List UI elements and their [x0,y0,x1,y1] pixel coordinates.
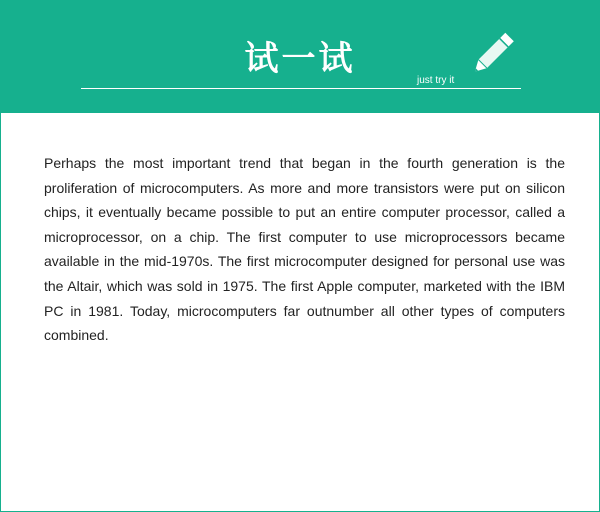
section-title: 试一试 [244,39,356,79]
header-divider [81,88,521,89]
header-banner [1,1,599,113]
pencil-icon [463,23,525,85]
tagline: just try it [417,75,455,86]
body-paragraph: Perhaps the most important trend that began in the fourth generation is the proliferation of microcomputers. As more and more transistors were put on silicon chips, it eventually became possible to put an entire computer processor, called a microprocessor, on a chip. The first computer to use microprocessors became available in the mid-1970s. The first microcomputer designed for personal use was the Altair, which was sold in 1975. The first Apple computer, marketed with the IBM PC in 1981. Today, microcomputers far outnumber all other types of computers combined. [44,155,565,344]
